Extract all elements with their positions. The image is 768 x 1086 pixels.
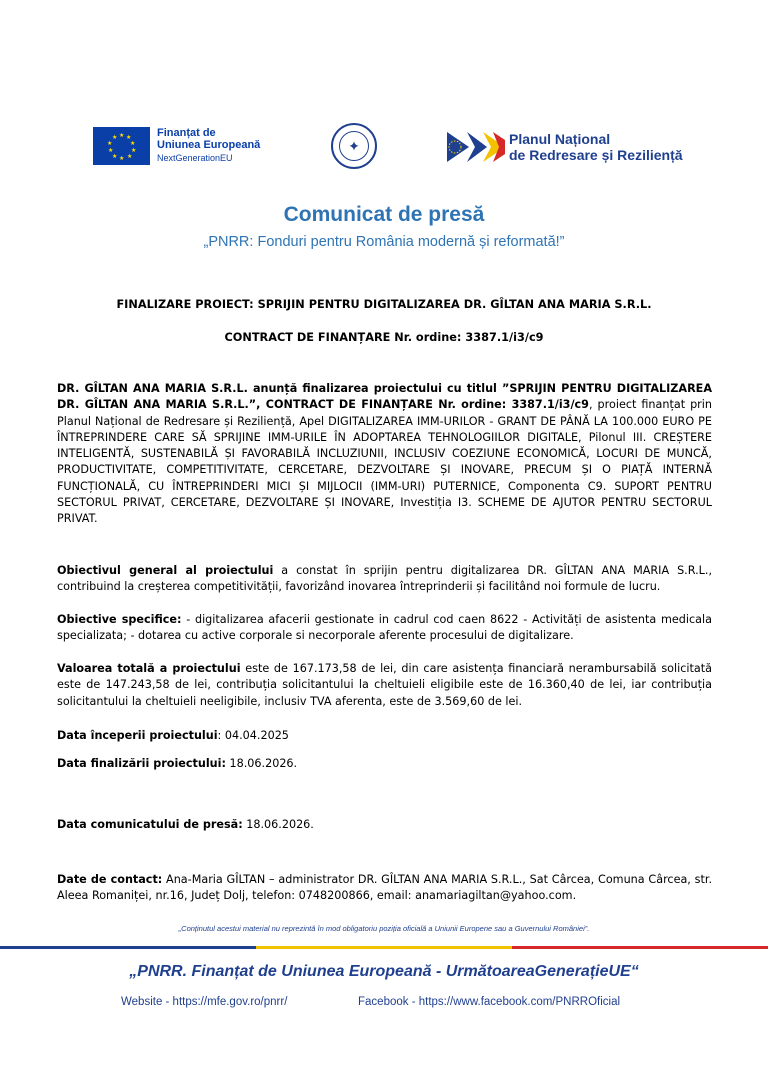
disclaimer: „Conținutul acestui material nu reprezintă în mod obligatoriu poziția oficială a Uniunii Europene sau a Guvernului României”. — [178, 924, 590, 933]
value-text: este de 167.173,58 de lei, din care asistența financiară nerambursabilă solicitată este de 147.243,58 de lei, contribuția solicitantului la cheltuieli eligibile este de 16.360,40 de lei, iar contribuția solicitantului la cheltuieli neeligibile, inclusiv TVA aferenta, este de 3.569,60 de lei. — [57, 662, 712, 708]
intro-paragraph — [57, 381, 712, 528]
specific-text: - digitalizarea afacerii gestionate in cadrul cod caen 8622 - Activități de asistenta medicala specializata; - dotarea cu active corporale si necorporale aferente procesului de digitalizare. — [57, 613, 712, 643]
end-date — [57, 756, 712, 772]
contact-text: Ana-Maria GÎLTAN – administrator DR. GÎLTAN ANA MARIA S.R.L., Sat Cârcea, Comuna Cârcea, str. Aleea Romaniței, nr.16, Județ Dolj, telefon: 0748200866, email: anamariagiltan@yahoo.com. — [57, 873, 712, 903]
project-heading: FINALIZARE PROIECT: SPRIJIN PENTRU DIGITALIZAREA DR. GÎLTAN ANA MARIA S.R.L. — [116, 298, 652, 311]
specific-label: Obiective specifice: — [57, 613, 182, 626]
eu-logo-line2: Uniunea Europeană — [157, 139, 261, 151]
pnrr-logo-icon — [447, 130, 505, 164]
eu-funding-logo — [93, 127, 260, 165]
press-text: 18.06.2026. — [242, 818, 314, 831]
start-date — [57, 728, 712, 744]
page-subtitle: „PNRR: Fonduri pentru România modernă și reformată!” — [203, 234, 565, 250]
specific-objectives-paragraph — [57, 612, 712, 645]
eu-logo-line3: NextGenerationEU — [157, 153, 233, 163]
romanian-government-seal-icon: ✦ — [331, 123, 377, 169]
objective-label: Obiectivul general al proiectului — [57, 564, 274, 577]
contact-paragraph — [57, 872, 712, 905]
contract-heading: CONTRACT DE FINANȚARE Nr. ordine: 3387.1/i3/c9 — [224, 331, 544, 344]
pnrr-logo-line2: de Redresare și Reziliență — [509, 147, 683, 163]
end-text: 18.06.2026. — [225, 757, 298, 770]
intro-text: , proiect finanțat prin Planul Național de Redresare și Reziliență, Apel DIGITALIZAREA IMM-URILOR - GRANT DE PÂNĂ LA 100.000 EURO PE ÎNTREPRINDERE CARE SĂ SPRIJINE IMM-URILE ÎN ADOPTAREA TEHNOLOGIILOR DIGITALE, Pilonul III. CREȘTERE INTELIGENTĂ, SUSTENABILĂ ȘI FAVORABILĂ INCLUZIUNII, INCLUSIV COEZIUNE ECONOMICĂ, LOCURI DE MUNCĂ, PRODUCTIVITATE, COMPETITIVITATE, CERCETARE, DEZVOLTARE ȘI INOVARE, PRECUM ȘI O PIAȚĂ INTERNĂ FUNCȚIONALĂ, CU ÎNTREPRINDERI MICI ȘI MIJLOCII (IMM-URI) PUTERNICE, Componenta C9. SUPORT PENTRU SECTORUL PRIVAT, CERCETARE, DEZVOLTARE ȘI INOVARE, Investiția I3. SCHEME DE AJUTOR PENTRU SECTORUL PRIVAT. — [57, 398, 712, 526]
objective-paragraph — [57, 563, 712, 596]
contact-label: Date de contact: — [57, 873, 163, 886]
footer-slogan: „PNRR. Finanțat de Uniunea Europeană - UrmătoareaGenerațieUE“ — [129, 963, 639, 980]
press-date — [57, 817, 712, 833]
end-label: Data finalizării proiectului: — [57, 757, 226, 770]
logo-bar — [0, 120, 768, 180]
value-paragraph — [57, 661, 712, 710]
website-link[interactable]: Website - https://mfe.gov.ro/pnrr/ — [121, 996, 288, 1008]
page-title: Comunicat de presă — [283, 203, 485, 226]
start-label: Data începerii proiectului — [57, 729, 218, 742]
eu-flag-icon: ★ ★ ★ ★ ★ ★ ★ ★ ★ ★ — [93, 127, 150, 165]
pnrr-logo — [447, 130, 683, 164]
value-label: Valoarea totală a proiectului — [57, 662, 241, 675]
facebook-link[interactable]: Facebook - https://www.facebook.com/PNRROficial — [358, 996, 621, 1008]
intro-bold: DR. GÎLTAN ANA MARIA S.R.L. anunță finalizarea proiectului cu titlul ”SPRIJIN PENTRU DIGITALIZAREA DR. GÎLTAN ANA MARIA S.R.L.”, CONTRACT DE FINANȚARE Nr. ordine: 3387.1/i3/c9 — [57, 382, 712, 412]
pnrr-logo-line1: Planul Național — [509, 131, 611, 147]
tricolor-divider — [0, 946, 768, 949]
start-text: : 04.04.2025 — [217, 729, 289, 742]
objective-text: a constat în sprijin pentru digitalizarea DR. GÎLTAN ANA MARIA S.R.L., contribuind la creșterea competitivității, favorizând inovarea întreprinderii și facilitând noi formule de lucru. — [57, 564, 712, 594]
eu-logo-line1: Finanțat de — [157, 127, 216, 139]
press-label: Data comunicatului de presă: — [57, 818, 243, 831]
